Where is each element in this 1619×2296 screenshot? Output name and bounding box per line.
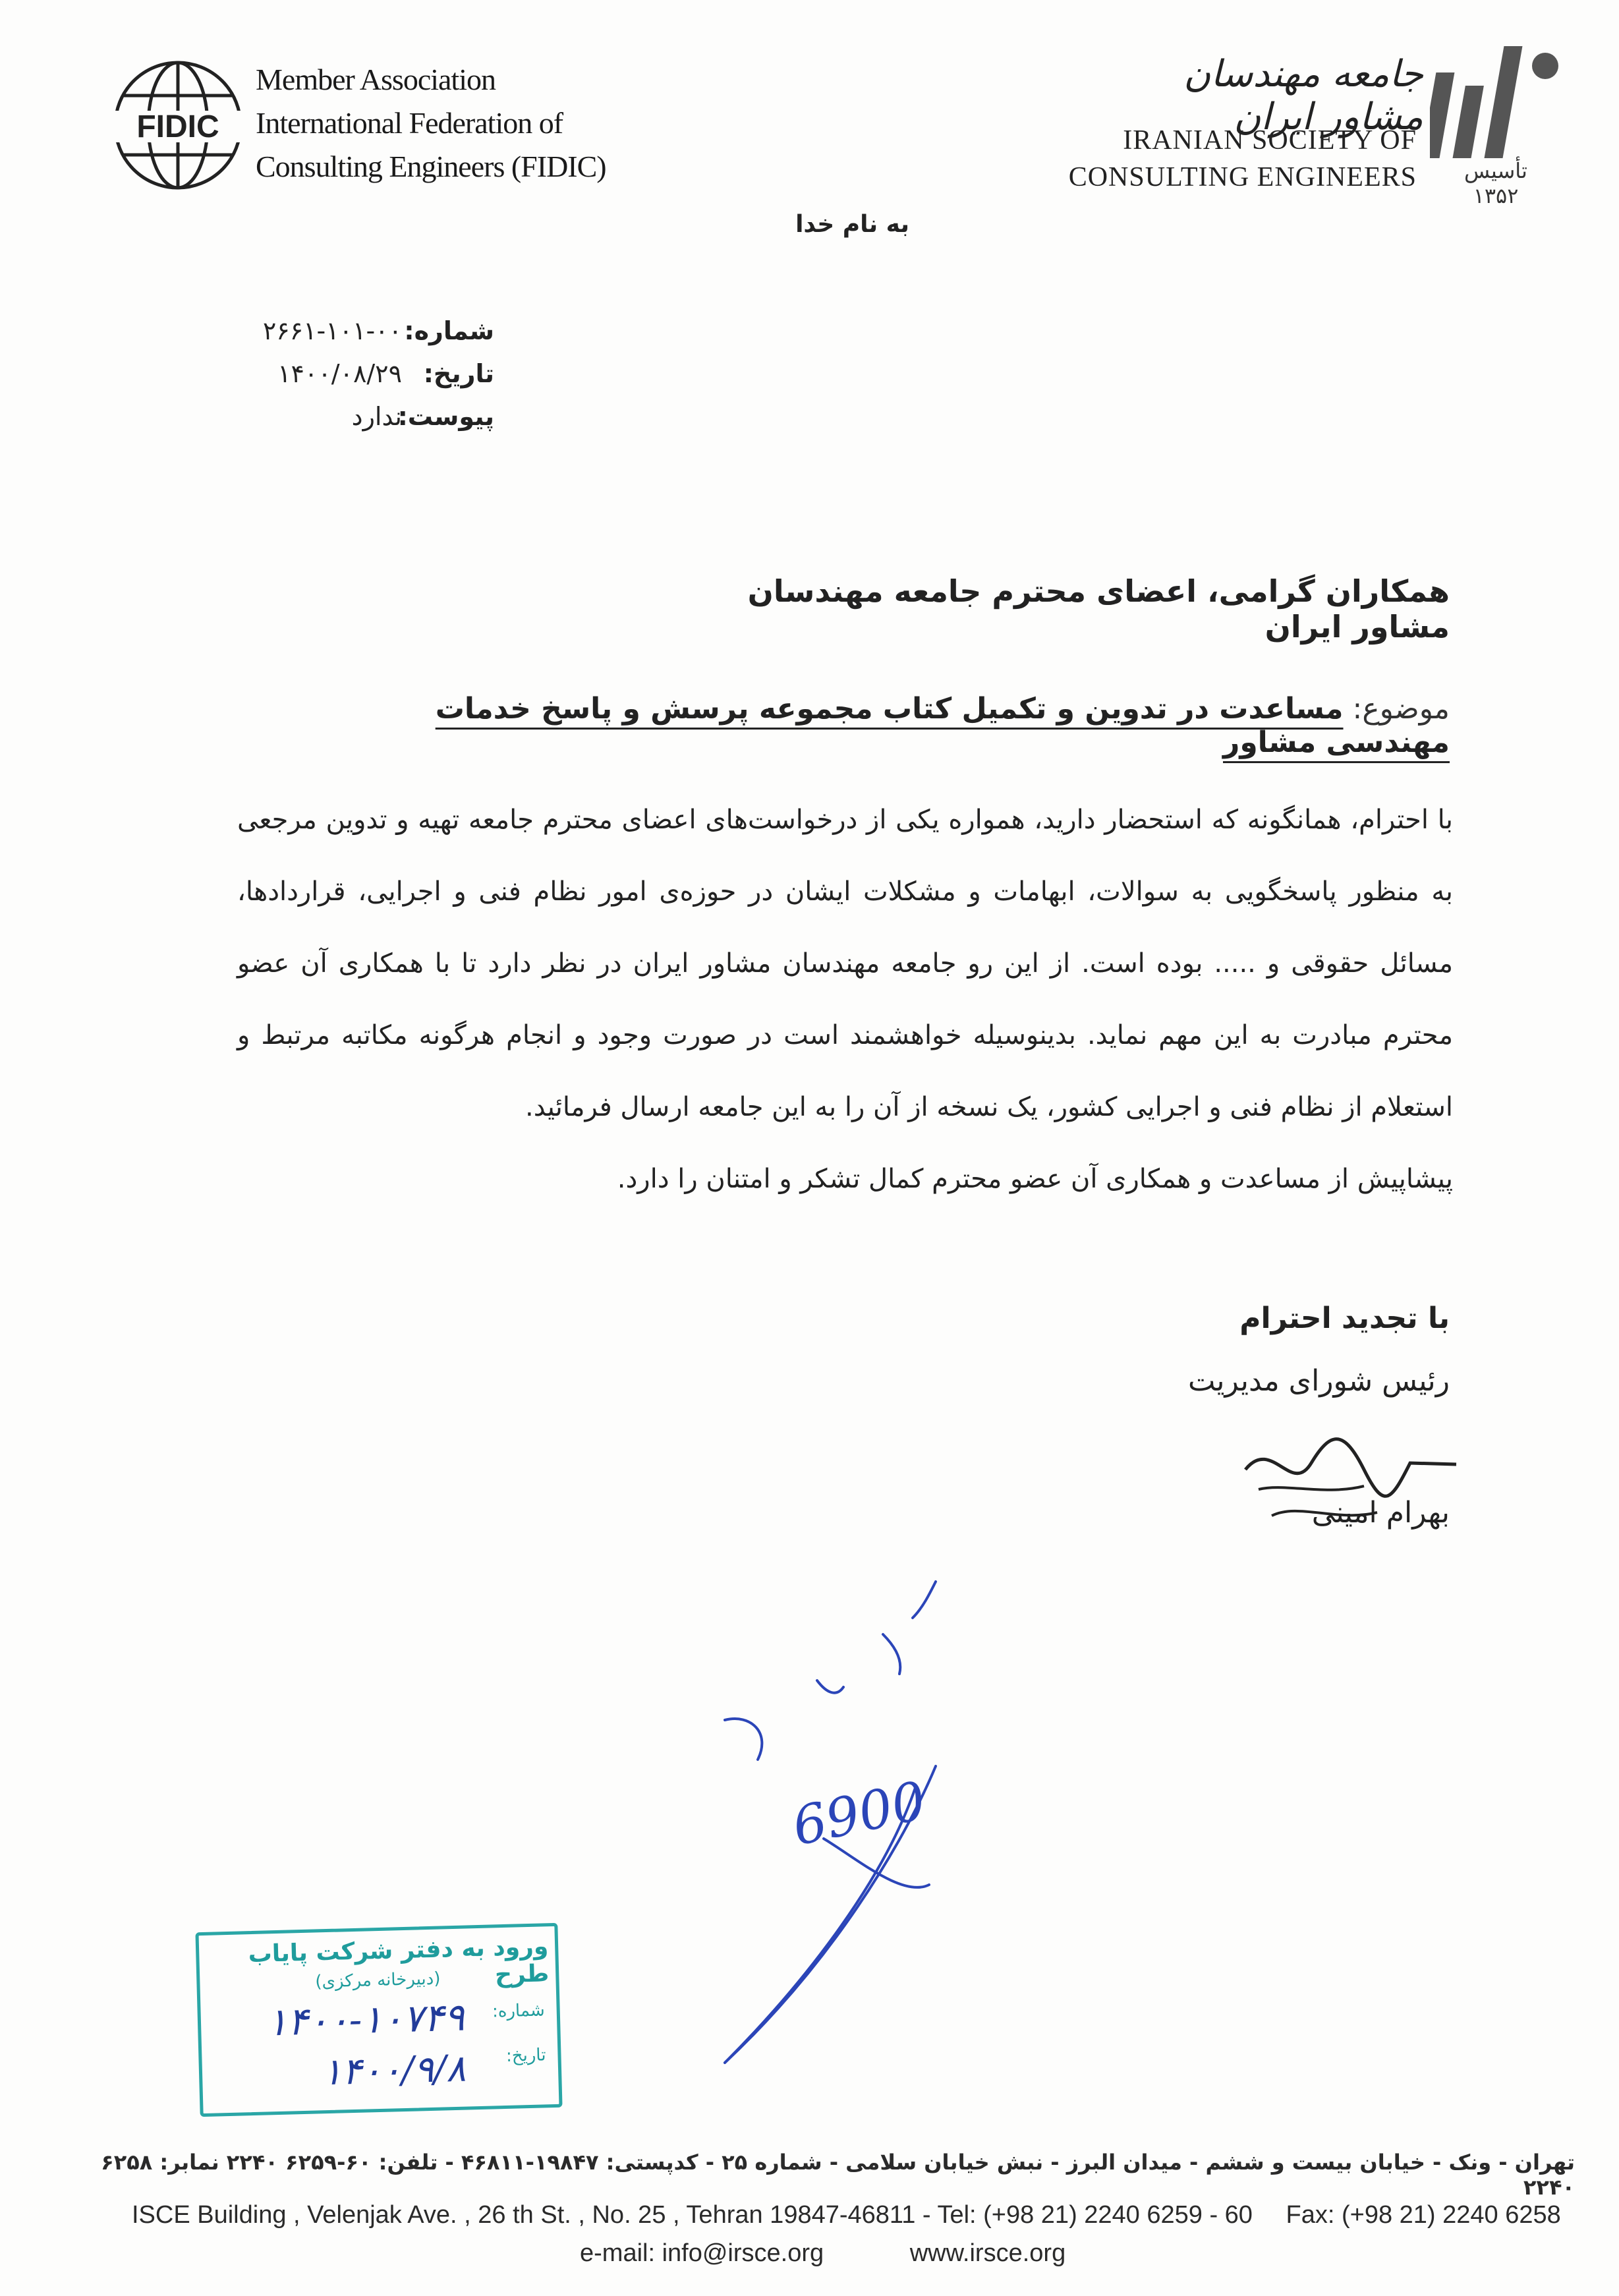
isce-founded-year: تأسیس ۱۳۵۲ [1464,158,1527,208]
body-paragraph: با احترام، همانگونه که استحضار دارید، همواره یکی از درخواست‌های اعضای محترم جامعه تهیه و تدوین مرجعی به منظور پاسخگویی به سوالات، ابهامات و مشکلات ایشان در حوزه‌ی امور نظام فنی و اجرایی، قراردادها، مسائل حقوقی و ..... بوده است. از این رو جامعه مهندسان مشاور ایران در نظر دارد تا با همکاری آن عضو محترم مبادرت به این مهم نماید. بدینوسیله خواهشمند است در صورت وجود و انجام هرگونه مکاتبه مرتبط و استعلام از نظام فنی و اجرایی کشور، یک نسخه از آن را به این جامعه ارسال فرمائید. [237,805,1453,1122]
stamp-number-label: شماره: [492,2000,546,2022]
letter-attachment [224,402,494,431]
footer-address-text: ISCE Building , Velenjak Ave. , 26 th St. , No. 25 , Tehran 19847-46811 - Tel: (+98 21) 2240 6259 - 60 [132,2201,1253,2229]
stamp-number-value: ۱۴۰۰-۱۰۷۴۹ [266,1994,465,2045]
letter-number-label: شماره: [404,316,494,345]
letter-number-value: ۲۶۶۱-۱۰۱-۰۰ [262,316,402,345]
isce-name-english [1061,122,1417,196]
footer-fax: Fax: (+98 21) 2240 6258 [1286,2201,1561,2229]
fidic-line-2: International Federation of [256,106,563,140]
subject-line [303,692,1450,759]
fidic-membership-text [256,58,606,188]
letter-attachment-value: ندارد [351,402,402,431]
isce-name-persian: جامعه مهندسان مشاور ایران [1183,53,1423,138]
salutation: همکاران گرامی، اعضای محترم جامعه مهندسان مشاور ایران [747,573,1450,645]
footer-email[interactable]: e-mail: info@irsce.org [580,2239,824,2267]
stamp-title: ورود به دفتر شرکت پایاب طرح [248,1933,550,1989]
pen-annotation [685,1568,1002,2082]
isce-en-line-1: IRANIAN SOCIETY OF [1123,125,1417,156]
subject-label: موضوع: [1352,692,1450,726]
stamp-date-label: تاریخ: [505,2045,546,2066]
footer-address-english [132,2201,1561,2229]
footer-address-persian: تهران - ونک - خیابان بیست و ششم - میدان البرز - نبش خیابان سلامی - شماره ۲۵ - کدپستی: ۱۹۸۴۷-۴۶۸۱۱ - تلفن: ۶۰-۶۲۵۹ ۲۲۴۰ نمابر: ۶۲۵۸ ۲۲۴۰ [101,2150,1575,2200]
receipt-stamp [195,1923,562,2117]
basmala: به نام خدا [795,211,909,238]
closing-regards: با تجدید احترام [1239,1302,1450,1335]
letter-date-value: ۱۴۰۰/۰۸/۲۹ [277,359,402,388]
letter-date [224,359,494,388]
letter-attachment-label: پیوست: [397,402,494,431]
fidic-globe-logo [105,53,250,198]
pen-number: 6900 [787,1769,932,1858]
fidic-line-3: Consulting Engineers (FIDIC) [256,150,606,183]
isce-en-line-2: CONSULTING ENGINEERS [1068,162,1417,192]
fidic-line-1: Member Association [256,63,496,96]
footer-contact [580,2239,1239,2268]
letter-body [237,784,1453,1215]
subject-text: مساعدت در تدوین و تکمیل کتاب مجموعه پرسش و پاسخ خدمات مهندسی مشاور [435,692,1450,759]
footer-website[interactable]: www.irsce.org [909,2239,1066,2267]
signer-name: بهرام امینی [1311,1496,1450,1530]
letter-date-label: تاریخ: [423,359,494,388]
stamp-subtitle: (دبیرخانه مرکزی) [315,1968,441,1992]
signer-title: رئیس شورای مدیریت [1188,1364,1450,1398]
body-closing: پیشاپیش از مساعدت و همکاری آن عضو محترم کمال تشکر و امتنان را دارد. [617,1164,1453,1194]
fidic-logo-text: FIDIC [136,109,219,144]
letter-number [224,316,494,345]
stamp-date-value: ۱۴۰۰/۹/۸ [322,2047,467,2094]
